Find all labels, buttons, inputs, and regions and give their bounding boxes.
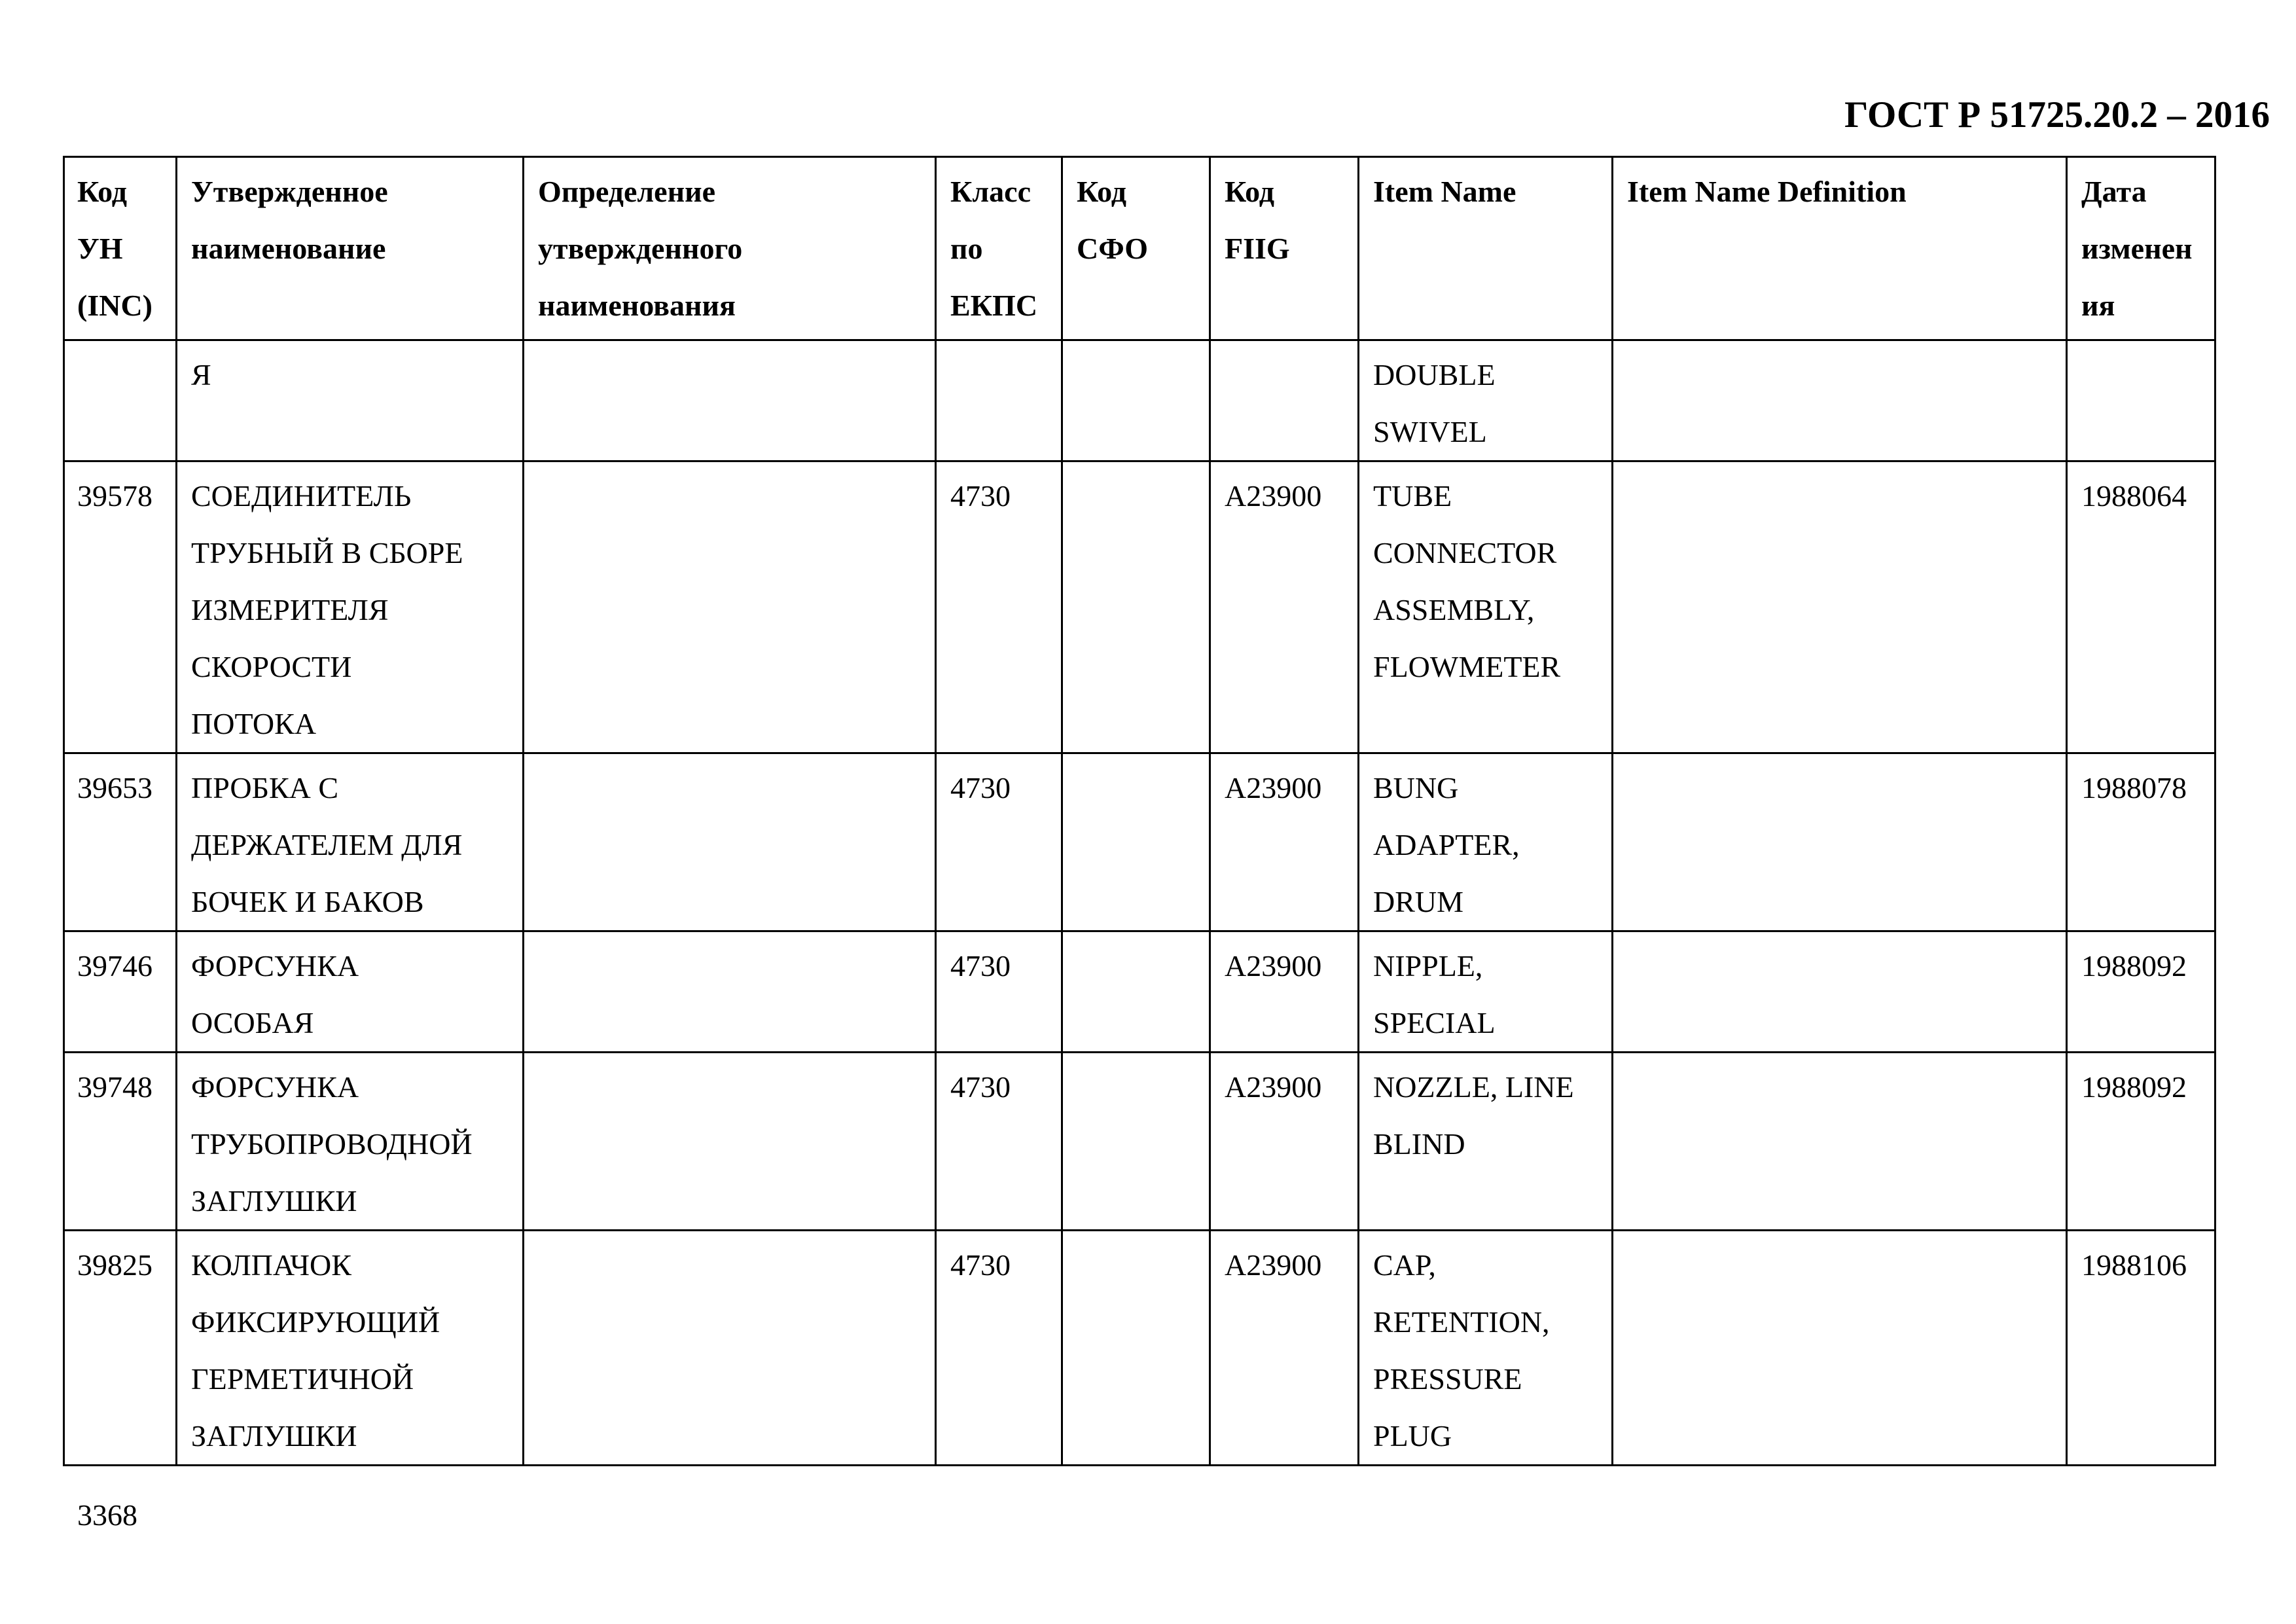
- cell-inc: 39578: [64, 461, 177, 753]
- cell-approved-name: [177, 1053, 524, 1231]
- cell-item-name: [1359, 340, 1613, 461]
- cell-approved-name: [177, 931, 524, 1053]
- cell-change-date: [2067, 340, 2215, 461]
- cell-name-definition: [524, 753, 936, 931]
- cell-text-line: PLUG: [1373, 1419, 1452, 1453]
- cell-name-definition: [524, 340, 936, 461]
- header-text-line: СФО: [1077, 232, 1149, 265]
- table-row: [64, 753, 2215, 931]
- cell-text-line: ТРУБНЫЙ В СБОРЕ: [191, 536, 463, 569]
- cell-inc: 39825: [64, 1231, 177, 1466]
- header-text-line: Item Name Definition: [1627, 175, 1907, 208]
- cell-text-line: ДЕРЖАТЕЛЕМ ДЛЯ: [191, 828, 463, 861]
- table-row: [64, 461, 2215, 753]
- cell-text-line: ADAPTER,: [1373, 828, 1520, 861]
- cell-text-line: FLOWMETER: [1373, 650, 1561, 683]
- cell-text-line: BLIND: [1373, 1127, 1465, 1161]
- cell-inc: 39653: [64, 753, 177, 931]
- cell-text-line: ASSEMBLY,: [1373, 593, 1535, 626]
- cell-name-definition: [524, 461, 936, 753]
- column-header-sfo-code: [1062, 157, 1210, 340]
- column-header-change-date: [2067, 157, 2215, 340]
- cell-name-definition: [524, 1053, 936, 1231]
- cell-sfo-code: [1062, 931, 1210, 1053]
- cell-item-name-definition: [1613, 461, 2067, 753]
- header-text-line: Код: [77, 175, 128, 208]
- cell-item-name-definition: [1613, 931, 2067, 1053]
- cell-text-line: CONNECTOR: [1373, 536, 1557, 569]
- table-row: [64, 1053, 2215, 1231]
- header-text-line: Определение: [538, 175, 716, 208]
- cell-item-name: [1359, 931, 1613, 1053]
- cell-item-name-definition: [1613, 340, 2067, 461]
- cell-text-line: TUBE: [1373, 479, 1452, 513]
- header-text-line: Дата: [2081, 175, 2147, 208]
- cell-name-definition: [524, 931, 936, 1053]
- cell-text-line: DRUM: [1373, 885, 1464, 918]
- cell-text-line: ФИКСИРУЮЩИЙ: [191, 1305, 440, 1339]
- cell-text-line: БОЧЕК И БАКОВ: [191, 885, 424, 918]
- header-text-line: ия: [2081, 289, 2115, 322]
- column-header-class: [936, 157, 1062, 340]
- cell-fiig-code: A23900: [1210, 1231, 1359, 1466]
- cell-item-name: [1359, 1231, 1613, 1466]
- cell-class: 4730: [936, 753, 1062, 931]
- cell-approved-name: [177, 1231, 524, 1466]
- cell-sfo-code: [1062, 753, 1210, 931]
- cell-text-line: CAP,: [1373, 1248, 1436, 1282]
- header-text-line: Утвержденное: [191, 175, 388, 208]
- cell-text-line: RETENTION,: [1373, 1305, 1550, 1339]
- cell-class: [936, 340, 1062, 461]
- cell-text-line: ФОРСУНКА: [191, 1070, 359, 1104]
- cell-approved-name: [177, 753, 524, 931]
- cell-inc: 39748: [64, 1053, 177, 1231]
- header-text-line: наименование: [191, 232, 386, 265]
- table-row: [64, 340, 2215, 461]
- header-text-line: по: [950, 232, 983, 265]
- cell-text-line: КОЛПАЧОК: [191, 1248, 351, 1282]
- table-header-row: [64, 157, 2215, 340]
- cell-item-name-definition: [1613, 1231, 2067, 1466]
- cell-text-line: NIPPLE,: [1373, 949, 1483, 983]
- cell-text-line: ФОРСУНКА: [191, 949, 359, 983]
- cell-item-name-definition: [1613, 753, 2067, 931]
- cell-text-line: SPECIAL: [1373, 1006, 1496, 1039]
- cell-text-line: ЗАГЛУШКИ: [191, 1184, 357, 1218]
- cell-text-line: PRESSURE: [1373, 1362, 1522, 1396]
- column-header-item-name: [1359, 157, 1613, 340]
- header-text-line: УН: [77, 232, 123, 265]
- header-text-line: Код: [1225, 175, 1275, 208]
- cell-text-line: ТРУБОПРОВОДНОЙ: [191, 1127, 473, 1161]
- cell-sfo-code: [1062, 461, 1210, 753]
- cell-inc: [64, 340, 177, 461]
- cell-class: 4730: [936, 1231, 1062, 1466]
- header-text-line: Код: [1077, 175, 1127, 208]
- cell-text-line: ИЗМЕРИТЕЛЯ: [191, 593, 389, 626]
- cell-text-line: ПРОБКА С: [191, 771, 339, 804]
- cell-text-line: СОЕДИНИТЕЛЬ: [191, 479, 412, 513]
- cell-text-line: SWIVEL: [1373, 415, 1487, 448]
- column-header-inc: [64, 157, 177, 340]
- cell-fiig-code: A23900: [1210, 461, 1359, 753]
- table-row: [64, 931, 2215, 1053]
- header-text-line: (INC): [77, 289, 152, 322]
- table-row: [64, 1231, 2215, 1466]
- cell-text-line: ГЕРМЕТИЧНОЙ: [191, 1362, 414, 1396]
- cell-text-line: СКОРОСТИ: [191, 650, 352, 683]
- header-text-line: изменен: [2081, 232, 2193, 265]
- cell-name-definition: [524, 1231, 936, 1466]
- cell-text-line: NOZZLE, LINE: [1373, 1070, 1574, 1104]
- cell-text-line: BUNG: [1373, 771, 1459, 804]
- cell-item-name: [1359, 753, 1613, 931]
- inc-table: [63, 156, 2216, 1466]
- page-number: 3368: [77, 1498, 137, 1532]
- cell-item-name-definition: [1613, 1053, 2067, 1231]
- cell-change-date: 1988106: [2067, 1231, 2215, 1466]
- column-header-fiig-code: [1210, 157, 1359, 340]
- cell-fiig-code: [1210, 340, 1359, 461]
- cell-change-date: 1988064: [2067, 461, 2215, 753]
- column-header-name-definition: [524, 157, 936, 340]
- cell-sfo-code: [1062, 340, 1210, 461]
- header-text-line: FIIG: [1225, 232, 1290, 265]
- document-code: ГОСТ Р 51725.20.2 – 2016: [1844, 94, 2270, 135]
- cell-fiig-code: A23900: [1210, 1053, 1359, 1231]
- cell-change-date: 1988078: [2067, 753, 2215, 931]
- cell-text-line: DOUBLE: [1373, 358, 1496, 391]
- cell-approved-name: [177, 340, 524, 461]
- cell-text-line: ОСОБАЯ: [191, 1006, 314, 1039]
- cell-text-line: ЗАГЛУШКИ: [191, 1419, 357, 1453]
- header-text-line: Item Name: [1373, 175, 1516, 208]
- cell-class: 4730: [936, 461, 1062, 753]
- cell-class: 4730: [936, 1053, 1062, 1231]
- header-text-line: Класс: [950, 175, 1031, 208]
- cell-change-date: 1988092: [2067, 1053, 2215, 1231]
- cell-change-date: 1988092: [2067, 931, 2215, 1053]
- cell-fiig-code: A23900: [1210, 753, 1359, 931]
- cell-text-line: Я: [191, 358, 211, 391]
- header-text-line: ЕКПС: [950, 289, 1038, 322]
- cell-inc: 39746: [64, 931, 177, 1053]
- cell-approved-name: [177, 461, 524, 753]
- cell-item-name: [1359, 1053, 1613, 1231]
- column-header-item-name-definition: [1613, 157, 2067, 340]
- cell-sfo-code: [1062, 1231, 1210, 1466]
- column-header-approved-name: [177, 157, 524, 340]
- cell-fiig-code: A23900: [1210, 931, 1359, 1053]
- cell-text-line: ПОТОКА: [191, 707, 317, 740]
- cell-item-name: [1359, 461, 1613, 753]
- header-text-line: утвержденного: [538, 232, 743, 265]
- header-text-line: наименования: [538, 289, 736, 322]
- cell-sfo-code: [1062, 1053, 1210, 1231]
- cell-class: 4730: [936, 931, 1062, 1053]
